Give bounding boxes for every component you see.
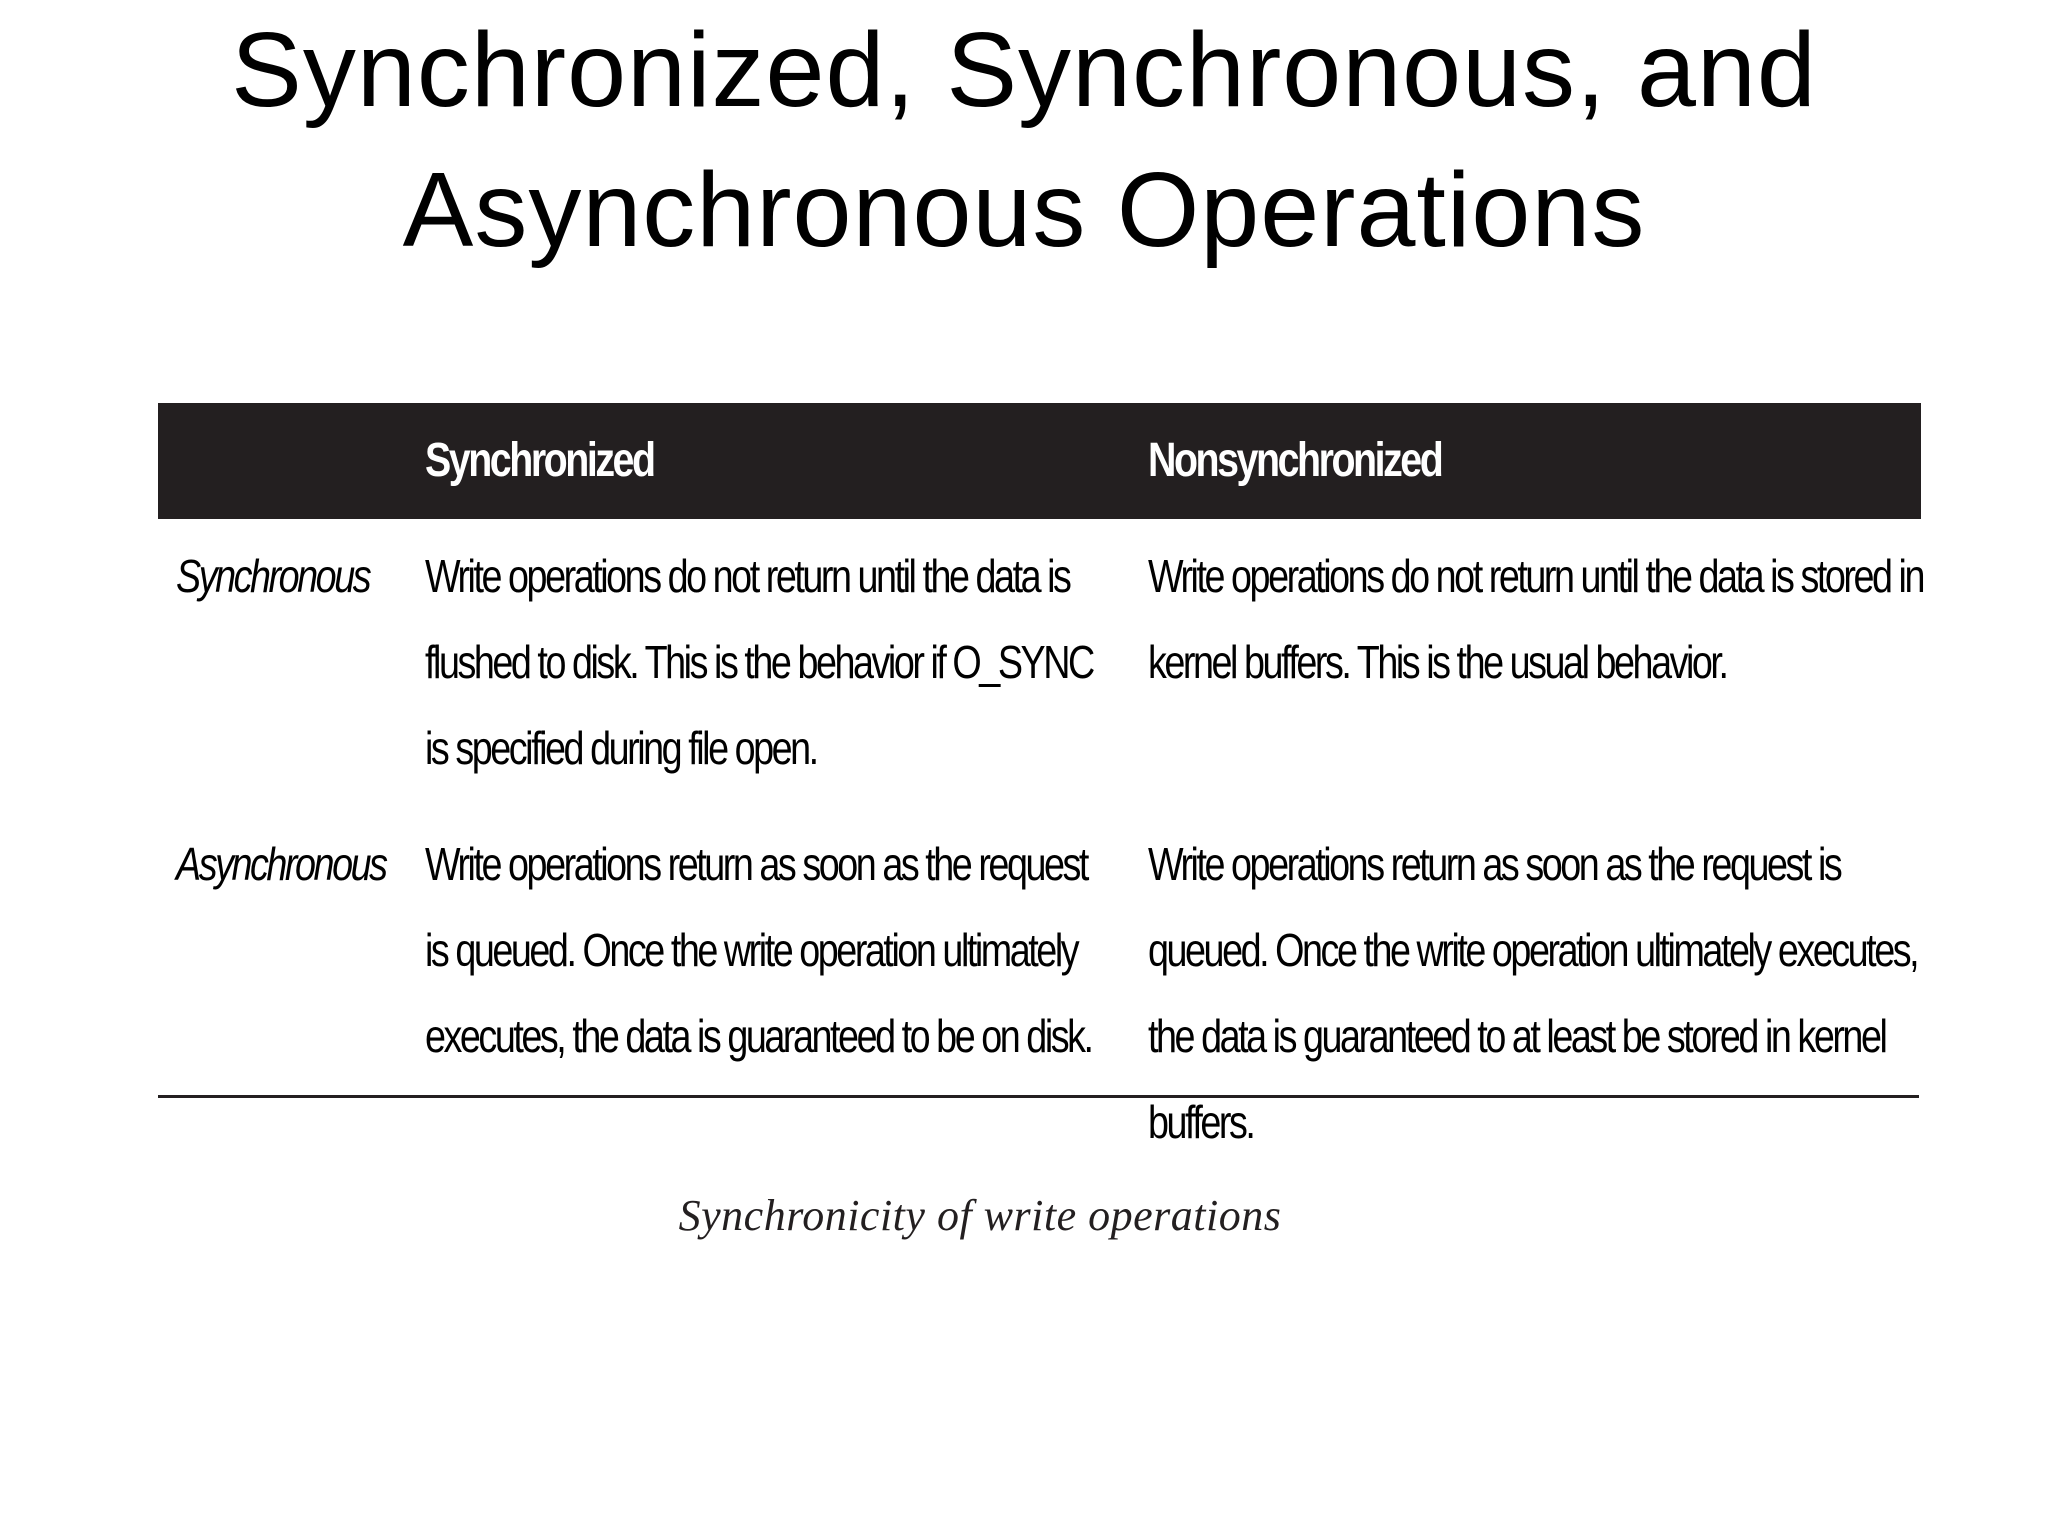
cell-synchronous-nonsynchronized: Write operations do not return until the data is stored in kernel buffers. This is the usual behavior.: [1148, 550, 1924, 688]
row-label-asynchronous: Asynchronous: [176, 838, 386, 890]
table-row-asynchronous: [158, 803, 1921, 1148]
slide-title: [0, 0, 2048, 280]
table-header-row: [158, 403, 1921, 519]
table-caption: Synchronicity of write operations: [678, 1191, 1282, 1240]
header-nonsynchronized: Nonsynchronized: [1148, 434, 1442, 487]
slide-title-line-2: Asynchronous Operations: [402, 151, 1646, 269]
cell-asynchronous-nonsynchronized: Write operations return as soon as the request is queued. Once the write operation ultimately executes, the data is guaranteed to at least be stored in kernel buffers.: [1148, 838, 1918, 1148]
slide-title-line-1: Synchronized, Synchronous, and: [231, 11, 1817, 129]
cell-asynchronous-synchronized: Write operations return as soon as the request is queued. Once the write operation ultimately executes, the data is guaranteed to be on disk.: [425, 838, 1092, 1062]
cell-synchronous-synchronized: Write operations do not return until the data is flushed to disk. This is the behavior if O_SYNC is specified during file open.: [425, 550, 1093, 774]
header-synchronized: Synchronized: [425, 434, 654, 487]
row-label-synchronous: Synchronous: [176, 550, 370, 602]
synchronicity-table: [158, 403, 1924, 1148]
table-row-synchronous: [158, 519, 1924, 803]
